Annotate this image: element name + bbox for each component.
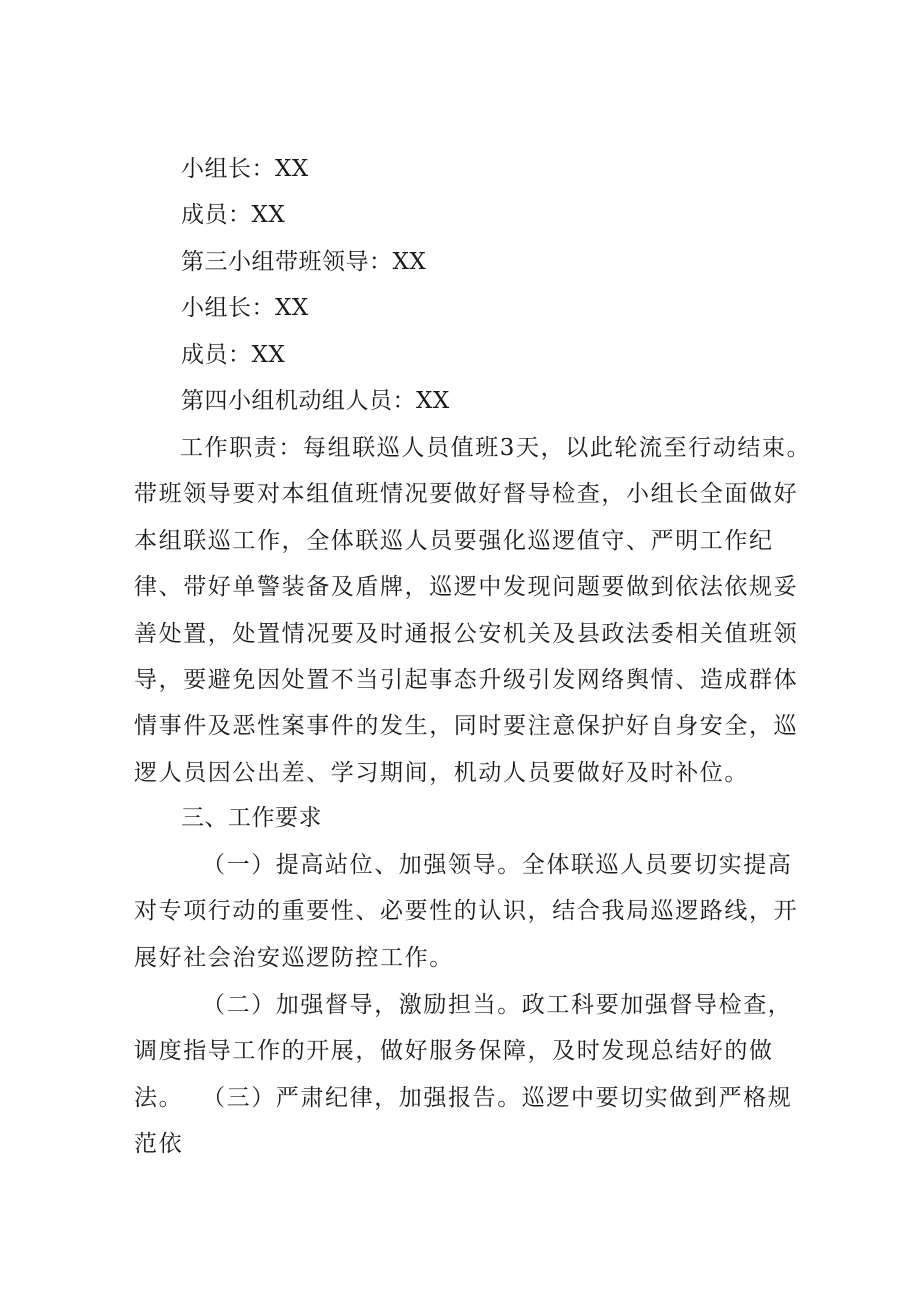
requirement-paragraph-3: （三）严肃纪律，加强报告。巡逻中要切实做到严格规范依 [134,1085,793,1158]
requirement-paragraph-2: （二）加强督导，激励担当。政工科要加强督导检查，调度指导工作的开展，做好服务保障，及时发现总结好的做法。 [134,992,793,1111]
group3-lead-line: 第三小组带班领导：XX [181,249,427,275]
section-heading: 三、工作要求 [181,805,322,831]
group2-members-line: 成员：XX [181,202,286,228]
group2-leader-line: 小组长：XX [181,156,309,182]
duties-paragraph: 工作职责：每组联巡人员值班3天，以此轮流至行动结束。带班领导要对本组值班情况要做好督导检查，小组长全面做好本组联巡工作，全体联巡人员要强化巡逻值守、严明工作纪律、带好单警装备及盾牌，巡逻中发现问题要做到依法依规妥善处置，处置情况要及时通报公安机关及县政法委相关值班领导，要避免因处置不当引起事态升级引发网络舆情、造成群体情事件及恶性案事件的发生，同时要注意保护好自身安全，巡逻人员因公出差、学习期间，机动人员要做好及时补位。 [134,435,812,786]
group4-mobile-line: 第四小组机动组人员：XX [181,388,450,414]
group3-leader-line: 小组长：XX [181,295,309,321]
requirement-paragraph-1: （一）提高站位、加强领导。全体联巡人员要切实提高对专项行动的重要性、必要性的认识，结合我局巡逻路线，开展好社会治安巡逻防控工作。 [134,852,799,971]
group3-members-line: 成员：XX [181,342,286,368]
